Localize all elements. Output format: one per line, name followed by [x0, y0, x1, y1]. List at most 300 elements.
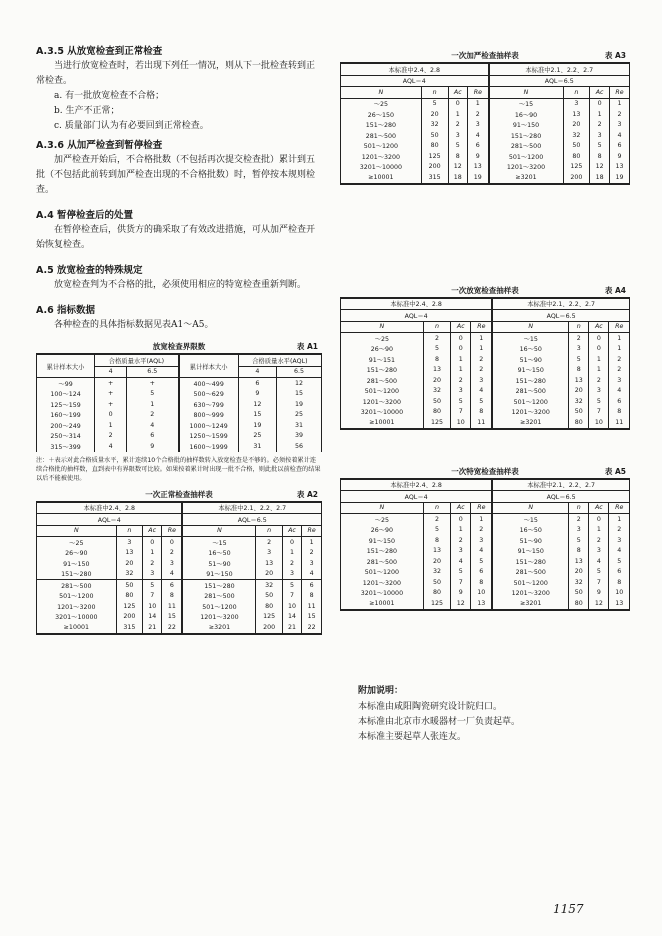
additional-line-1: 本标准由咸阳陶瓷研究设计院归口。	[358, 702, 503, 712]
table-cell: 125	[256, 612, 282, 623]
table-row	[341, 130, 630, 141]
table-cell: 10	[143, 601, 162, 612]
table-cell: 91～150	[37, 558, 117, 569]
table-cell: 1600～1999	[179, 441, 239, 452]
table-cell: ≥10001	[341, 417, 424, 429]
table-cell: 14	[282, 612, 301, 623]
table-cell: 0	[143, 537, 162, 548]
table-cell: 8	[471, 407, 492, 418]
table-cell: 3201～10000	[341, 162, 422, 173]
table-cell: 0	[451, 333, 471, 344]
table-cell: 125～159	[37, 399, 95, 410]
table-cell: 10	[471, 588, 492, 599]
table-cell: 15	[302, 612, 322, 623]
section-a35-item-a: a. 有一批放宽检查不合格；	[54, 91, 165, 101]
a3-group-right: 本标准中2.1、2.2、2.7	[489, 63, 630, 75]
table-cell: 250～314	[37, 431, 95, 442]
table-cell: 3	[569, 344, 589, 355]
table-a3-caption	[340, 50, 630, 62]
table-cell: 9	[238, 389, 276, 400]
table-cell: 13	[609, 598, 630, 610]
table-cell: 200	[116, 612, 142, 623]
header-l-n-sample: n	[423, 321, 450, 333]
table-cell: 3	[589, 386, 609, 397]
a5-aql-left: AQL＝4	[341, 491, 493, 503]
table-cell: ≥3201	[182, 622, 255, 634]
table-cell: 800～999	[179, 410, 239, 421]
section-a6-heading: A.6 指标数据	[36, 305, 96, 316]
table-row	[341, 567, 630, 578]
table-cell: 1	[609, 344, 630, 355]
section-a5-heading: A.5 放宽检查的特殊规定	[36, 265, 143, 276]
table-cell: 5	[451, 396, 471, 407]
table-cell: 22	[162, 622, 183, 634]
table-cell: 0	[590, 98, 610, 109]
table-cell: 91～150	[182, 569, 255, 580]
table-cell: 8	[302, 591, 322, 602]
page-number: 1157	[553, 902, 584, 916]
table-cell: 281～500	[489, 141, 564, 152]
section-a36-text: 加严检查开始后，不合格批数（不包括再次提交检查批）累计到五批（不包括此前转到加严检查出现的不合格批数）时，暂停按本规则检查。	[36, 155, 316, 195]
table-cell: 91～150	[492, 365, 568, 376]
table-cell: ≥10001	[341, 172, 422, 184]
table-cell: 12	[238, 399, 276, 410]
table-cell: 2	[569, 514, 589, 525]
table-cell: 15	[162, 612, 183, 623]
table-cell: 3	[471, 535, 492, 546]
table-cell: 20	[423, 375, 450, 386]
table-cell: 0	[162, 537, 183, 548]
table-cell: 2	[448, 120, 468, 131]
table-row	[341, 141, 630, 152]
table-cell: 8	[590, 151, 610, 162]
header-l-re: Re	[471, 502, 492, 514]
table-cell: 2	[256, 537, 282, 548]
a1-col-cumulative-2: 累计样本大小	[179, 354, 239, 378]
table-cell: 501～1200	[341, 386, 424, 397]
header-l-n-sample: n	[421, 87, 448, 99]
table-cell: 1	[468, 98, 489, 109]
table-cell: 3201～10000	[341, 407, 424, 418]
table-cell: 1	[127, 399, 179, 410]
table-cell: 20	[569, 567, 589, 578]
header-l-ac: Ac	[451, 321, 471, 333]
table-cell: 16～50	[492, 525, 568, 536]
table-a2-number: 表 A2	[296, 489, 318, 499]
table-a3-number: 表 A3	[604, 51, 626, 60]
table-cell: 9	[468, 151, 489, 162]
header-r-ac: Ac	[590, 87, 610, 99]
table-cell: 1	[471, 333, 492, 344]
table-cell: 7	[451, 577, 471, 588]
table-a5-caption	[340, 466, 630, 478]
table-row	[341, 407, 630, 418]
table-row	[37, 548, 322, 559]
table-cell: 151～280	[492, 375, 568, 386]
table-cell: 3201～10000	[341, 588, 424, 599]
table-cell: 51～90	[492, 535, 568, 546]
table-cell: 14	[143, 612, 162, 623]
section-a35-item-b: b. 生产不正常；	[54, 106, 120, 116]
table-cell: 0	[448, 98, 468, 109]
table-cell: 6	[162, 580, 183, 591]
table-cell: 91～150	[492, 546, 568, 557]
table-cell: 11	[609, 417, 630, 429]
table-cell: 5	[590, 141, 610, 152]
table-cell: 1	[451, 525, 471, 536]
table-row	[37, 601, 322, 612]
section-a4-text: 在暂停检查后，供货方的确采取了有效改进措施，可从加严检查开始恢复检查。	[36, 225, 316, 250]
table-cell: 13	[471, 598, 492, 610]
table-cell: 5	[471, 396, 492, 407]
table-cell: ～25	[341, 98, 422, 109]
table-cell: 80	[569, 598, 589, 610]
table-cell: 1201～3200	[492, 588, 568, 599]
a1-aql-65: 6.5	[127, 366, 179, 378]
table-cell: ≥3201	[492, 598, 568, 610]
additional-title: 附加说明：	[358, 686, 404, 696]
table-row	[341, 514, 630, 525]
table-a3	[340, 62, 630, 185]
table-cell: 10	[589, 417, 609, 429]
table-cell: 1201～3200	[489, 162, 564, 173]
header-l-ac: Ac	[451, 502, 471, 514]
header-r-re: Re	[302, 525, 322, 537]
table-cell: 91～150	[341, 535, 424, 546]
table-cell: 5	[423, 344, 450, 355]
table-cell: 3201～10000	[37, 612, 117, 623]
header-r-ac: Ac	[589, 502, 609, 514]
table-cell: 4	[95, 441, 127, 452]
table-cell: 9	[609, 151, 629, 162]
table-cell: 50	[116, 580, 142, 591]
table-a1-note: 注：＋表示对此合格质量水平，累计连续10个合格批的抽样数转入放宽检查是不够的。必须按着累计连续合格批的抽样数，直到表中有界限数可比较。如果按着累计时出现一批不合格，则此批以前检查的结果以后不能被使用。	[36, 456, 321, 482]
table-row	[341, 417, 630, 429]
table-cell: 13	[423, 365, 450, 376]
table-cell: 51～90	[182, 558, 255, 569]
table-row	[37, 420, 322, 431]
table-cell: 2	[302, 548, 322, 559]
table-cell: 8	[609, 407, 630, 418]
table-cell: 50	[423, 577, 450, 588]
table-cell: 3	[569, 525, 589, 536]
table-cell: 281～500	[492, 386, 568, 397]
table-cell: 1	[609, 514, 630, 525]
table-cell: 125	[116, 601, 142, 612]
table-cell: 20	[421, 109, 448, 120]
section-a35-heading: A.3.5 从放宽检查到正常检查	[36, 46, 163, 57]
section-a4-heading: A.4 暂停检查后的处置	[36, 210, 134, 221]
table-cell: +	[95, 389, 127, 400]
table-row	[37, 537, 322, 548]
section-a35-intro: 当进行放宽检查时，若出现下列任一情况，则从下一批检查转到正常检查。	[36, 61, 316, 86]
table-cell: 1	[451, 354, 471, 365]
table-cell: 281～500	[341, 556, 424, 567]
table-cell: 0	[589, 514, 609, 525]
table-cell: 7	[589, 577, 609, 588]
table-cell: 25	[276, 410, 321, 421]
table-cell: 12	[451, 598, 471, 610]
table-cell: 2	[423, 514, 450, 525]
table-cell: 50	[569, 407, 589, 418]
table-cell: 8	[569, 365, 589, 376]
table-cell: 20	[563, 120, 590, 131]
table-cell: 1201～3200	[341, 577, 424, 588]
header-r-n-lot: N	[492, 502, 568, 514]
table-cell: 13	[116, 548, 142, 559]
table-row	[37, 591, 322, 602]
a5-group-right: 本标准中2.1、2.2、2.7	[492, 479, 629, 491]
table-cell: 3	[609, 120, 629, 131]
table-cell: 1	[451, 365, 471, 376]
table-cell: 32	[256, 580, 282, 591]
header-r-n-lot: N	[182, 525, 255, 537]
table-cell: 1	[302, 537, 322, 548]
table-cell: ～15	[182, 537, 255, 548]
table-cell: 3	[162, 558, 183, 569]
table-cell: 5	[589, 567, 609, 578]
table-cell: 7	[451, 407, 471, 418]
table-row	[37, 378, 322, 389]
table-cell: 6	[302, 580, 322, 591]
table-row	[341, 577, 630, 588]
table-cell: 13	[256, 558, 282, 569]
table-cell: 80	[421, 141, 448, 152]
table-cell: 32	[569, 577, 589, 588]
table-cell: 32	[569, 396, 589, 407]
table-cell: 501～1200	[341, 141, 422, 152]
additional-line-3: 本标准主要起草人张连友。	[358, 732, 467, 742]
header-r-n-lot: N	[489, 87, 564, 99]
table-cell: 8	[569, 546, 589, 557]
table-cell: 281～500	[341, 375, 424, 386]
table-cell: ～99	[37, 378, 95, 389]
a2-group-left: 本标准中2.4、2.8	[37, 502, 183, 514]
table-row	[341, 162, 630, 173]
header-r-re: Re	[609, 87, 629, 99]
table-row	[341, 172, 630, 184]
table-cell: 151～280	[341, 546, 424, 557]
table-cell: 0	[589, 333, 609, 344]
table-cell: 4	[471, 386, 492, 397]
table-cell: 2	[468, 109, 489, 120]
table-cell: 2	[471, 525, 492, 536]
table-row	[341, 354, 630, 365]
table-cell: 4	[609, 130, 629, 141]
table-row	[37, 389, 322, 400]
table-cell: 1	[589, 525, 609, 536]
table-cell: 151～280	[489, 130, 564, 141]
table-cell: 2	[609, 354, 630, 365]
table-cell: 11	[302, 601, 322, 612]
table-cell: 19	[468, 172, 489, 184]
table-cell: 16～90	[489, 109, 564, 120]
table-cell: 1201～3200	[37, 601, 117, 612]
a1-col-cumulative: 累计样本大小	[37, 354, 95, 378]
table-cell: 11	[162, 601, 183, 612]
table-cell: 51～90	[492, 354, 568, 365]
table-cell: 281～500	[37, 580, 117, 591]
table-cell: ～25	[341, 333, 424, 344]
a3-aql-left: AQL＝4	[341, 75, 489, 87]
table-cell: 7	[589, 407, 609, 418]
table-cell: 4	[451, 556, 471, 567]
table-cell: 3	[471, 375, 492, 386]
header-r-ac: Ac	[589, 321, 609, 333]
table-cell: 19	[276, 399, 321, 410]
table-cell: 1	[471, 344, 492, 355]
a4-aql-left: AQL＝4	[341, 310, 493, 322]
header-r-n-sample: n	[569, 321, 589, 333]
table-cell: 80	[423, 588, 450, 599]
section-a5-text: 放宽检查判为不合格的批，必须使用相应的特宽检查重新判断。	[54, 280, 307, 290]
table-row	[341, 525, 630, 536]
table-cell: 160～199	[37, 410, 95, 421]
a2-aql-left: AQL＝4	[37, 514, 183, 526]
table-cell: 26～90	[341, 525, 424, 536]
table-row	[341, 598, 630, 610]
table-cell: 3	[116, 537, 142, 548]
table-cell: 13	[569, 375, 589, 386]
table-cell: 5	[471, 556, 492, 567]
table-cell: 3	[609, 375, 630, 386]
table-row	[341, 535, 630, 546]
table-cell: 10	[282, 601, 301, 612]
table-cell: 501～1200	[489, 151, 564, 162]
table-cell: 4	[162, 569, 183, 580]
table-cell: 80	[423, 407, 450, 418]
header-l-re: Re	[471, 321, 492, 333]
table-cell: 12	[590, 162, 610, 173]
section-a36-heading: A.3.6 从加严检查到暂停检查	[36, 140, 163, 151]
table-cell: 5	[451, 567, 471, 578]
table-cell: 10	[609, 588, 630, 599]
table-cell: 80	[569, 417, 589, 429]
table-a3-title: 一次加严检查抽样表	[451, 51, 519, 60]
table-cell: ≥10001	[341, 598, 424, 610]
table-cell: 2	[471, 365, 492, 376]
table-row	[37, 558, 322, 569]
table-cell: 200	[563, 172, 590, 184]
a5-aql-right: AQL＝6.5	[492, 491, 629, 503]
table-row	[341, 98, 630, 109]
table-cell: 3	[563, 98, 590, 109]
table-row	[341, 109, 630, 120]
table-cell: 200	[421, 162, 448, 173]
table-cell: 1	[609, 333, 630, 344]
header-r-n-sample: n	[569, 502, 589, 514]
table-cell: 2	[451, 535, 471, 546]
table-row	[341, 365, 630, 376]
table-cell: ≥3201	[492, 417, 568, 429]
header-r-n-lot: N	[492, 321, 568, 333]
a2-group-right: 本标准中2.1、2.2、2.7	[182, 502, 321, 514]
table-cell: 50	[569, 588, 589, 599]
table-a4-caption	[340, 285, 630, 297]
table-a2	[36, 501, 322, 635]
table-cell: 2	[95, 431, 127, 442]
table-cell: 7	[143, 591, 162, 602]
table-cell: 2	[282, 558, 301, 569]
table-cell: 315	[421, 172, 448, 184]
table-cell: 12	[276, 378, 321, 389]
right-column	[340, 50, 630, 611]
table-cell: 3	[143, 569, 162, 580]
table-cell: 2	[609, 525, 630, 536]
table-cell: 20	[423, 556, 450, 567]
table-a1-caption	[36, 341, 322, 353]
table-cell: 4	[127, 420, 179, 431]
table-cell: 2	[143, 558, 162, 569]
a1-col-aql-2: 合格质量水平(AQL)	[238, 354, 321, 366]
table-cell: 4	[609, 546, 630, 557]
table-cell: 13	[423, 546, 450, 557]
table-cell: 80	[563, 151, 590, 162]
table-cell: 2	[609, 365, 630, 376]
table-cell: 5	[609, 556, 630, 567]
table-cell: 7	[282, 591, 301, 602]
table-cell: 20	[116, 558, 142, 569]
table-cell: 2	[471, 354, 492, 365]
table-row	[341, 386, 630, 397]
table-cell: 3	[451, 546, 471, 557]
table-row	[37, 569, 322, 580]
table-cell: 5	[423, 525, 450, 536]
table-cell: 18	[448, 172, 468, 184]
table-cell: 501～1200	[492, 396, 568, 407]
table-cell: 2	[609, 109, 629, 120]
a1-aql-4: 4	[95, 366, 127, 378]
table-cell: 1250～1599	[179, 431, 239, 442]
table-row	[37, 441, 322, 452]
header-r-re: Re	[609, 502, 630, 514]
header-r-ac: Ac	[282, 525, 301, 537]
table-cell: 16～50	[182, 548, 255, 559]
table-cell: 3	[448, 130, 468, 141]
table-cell: 125	[423, 598, 450, 610]
table-cell: 1	[143, 548, 162, 559]
table-a4-title: 一次放宽检查抽样表	[451, 285, 519, 295]
table-cell: 15	[238, 410, 276, 421]
a4-group-right: 本标准中2.1、2.2、2.7	[492, 298, 629, 310]
table-a2-caption	[36, 489, 322, 501]
table-cell: 3	[256, 548, 282, 559]
table-row	[37, 431, 322, 442]
table-cell: 5	[127, 389, 179, 400]
table-cell: 151～280	[341, 120, 422, 131]
table-cell: 26～90	[37, 548, 117, 559]
a3-group-left: 本标准中2.4、2.8	[341, 63, 489, 75]
table-cell: 2	[451, 375, 471, 386]
table-a5-number: 表 A5	[604, 466, 626, 476]
table-cell: 80	[116, 591, 142, 602]
table-cell: 151～280	[182, 580, 255, 591]
header-l-n-lot: N	[341, 502, 424, 514]
table-cell: 281～500	[341, 130, 422, 141]
table-cell: 6	[471, 567, 492, 578]
table-row	[341, 396, 630, 407]
table-cell: 3	[451, 386, 471, 397]
table-cell: 2	[589, 375, 609, 386]
table-cell: 13	[468, 162, 489, 173]
table-cell: 151～280	[341, 365, 424, 376]
table-cell: 200～249	[37, 420, 95, 431]
table-row	[341, 344, 630, 355]
table-cell: 151～280	[37, 569, 117, 580]
table-cell: 1	[609, 98, 629, 109]
table-cell: 500～629	[179, 389, 239, 400]
additional-line-2: 本标准由北京市水暖器材一厂负责起草。	[358, 717, 521, 727]
